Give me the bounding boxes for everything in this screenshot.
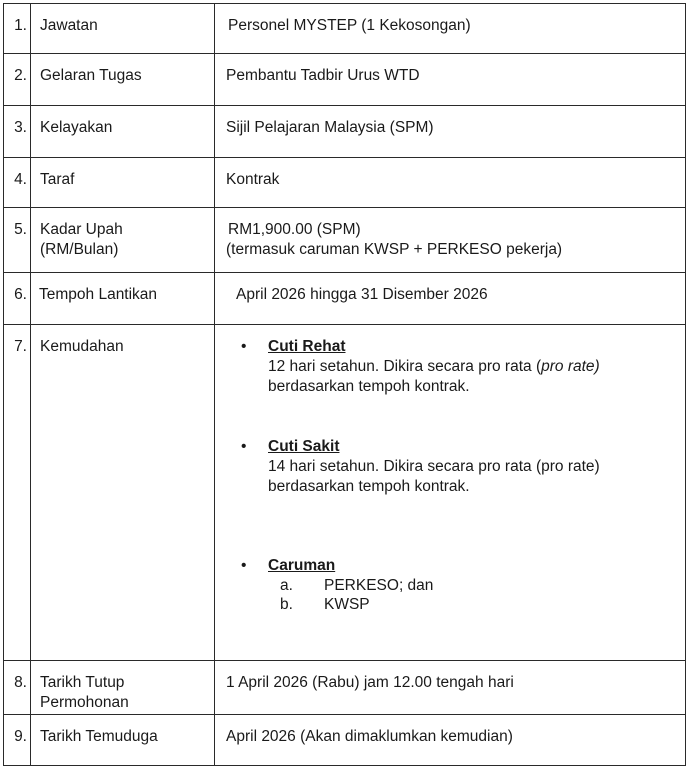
table-row-tarikh-tutup <box>4 661 686 715</box>
row-number: 7. <box>4 325 31 661</box>
salary-amount: RM1,900.00 (SPM) <box>228 221 361 238</box>
salary-note: (termasuk caruman KWSP + PERKESO pekerja) <box>226 241 563 258</box>
benefit-text: berdasarkan tempoh kontrak. <box>268 378 470 395</box>
table-row-jawatan <box>4 4 686 54</box>
benefit-title: Cuti Sakit <box>268 438 340 455</box>
list-item-text: PERKESO; dan <box>324 577 434 594</box>
row-number: 8. <box>4 661 31 715</box>
table-row-tempoh-lantikan <box>4 273 686 325</box>
row-label: Taraf <box>31 158 215 208</box>
row-number: 4. <box>4 158 31 208</box>
row-label <box>31 208 215 273</box>
benefit-text <box>268 357 685 377</box>
benefit-text: berdasarkan tempoh kontrak. <box>268 478 470 495</box>
table-row-kemudahan <box>4 325 686 661</box>
row-value: 1 April 2026 (Rabu) jam 12.00 tengah hari <box>215 661 686 715</box>
row-label: Kemudahan <box>31 325 215 661</box>
benefits-list <box>215 325 686 661</box>
row-label: Gelaran Tugas <box>31 54 215 106</box>
row-value <box>215 208 686 273</box>
bullet-icon: • <box>241 557 247 574</box>
row-value: April 2026 (Akan dimaklumkan kemudian) <box>215 715 686 766</box>
job-info-table <box>3 3 686 766</box>
row-label: Tempoh Lantikan <box>31 273 215 325</box>
row-number: 3. <box>4 106 31 158</box>
row-value: April 2026 hingga 31 Disember 2026 <box>215 273 686 325</box>
benefit-text: 14 hari setahun. Dikira secara pro rata (pro rate) <box>268 458 600 475</box>
label-line: Tarikh Tutup <box>40 674 125 691</box>
benefit-cuti-rehat <box>226 337 685 397</box>
row-number: 9. <box>4 715 31 766</box>
label-line: (RM/Bulan) <box>40 241 119 258</box>
list-marker: a. <box>280 577 293 594</box>
bullet-icon: • <box>241 338 247 355</box>
table-row-gelaran-tugas <box>4 54 686 106</box>
table-row-taraf <box>4 158 686 208</box>
benefit-text-italic: pro rate) <box>541 358 600 375</box>
row-value: Kontrak <box>215 158 686 208</box>
list-item-text: KWSP <box>324 596 370 613</box>
row-number: 6. <box>4 273 31 325</box>
row-label <box>31 661 215 715</box>
row-label: Jawatan <box>31 4 215 54</box>
row-value: Pembantu Tadbir Urus WTD <box>215 54 686 106</box>
label-line: Kadar Upah <box>40 221 123 238</box>
table-row-kelayakan <box>4 106 686 158</box>
row-number: 5. <box>4 208 31 273</box>
row-value: Sijil Pelajaran Malaysia (SPM) <box>215 106 686 158</box>
benefit-title: Caruman <box>268 557 336 574</box>
table-row-tarikh-temuduga <box>4 715 686 766</box>
benefit-title: Cuti Rehat <box>268 338 346 355</box>
row-label: Kelayakan <box>31 106 215 158</box>
benefit-caruman <box>226 556 685 614</box>
benefit-text-part: 12 hari setahun. Dikira secara pro rata ( <box>268 358 542 375</box>
row-number: 2. <box>4 54 31 106</box>
row-value: Personel MYSTEP (1 Kekosongan) <box>215 4 686 54</box>
row-label: Tarikh Temuduga <box>31 715 215 766</box>
list-marker: b. <box>280 596 293 613</box>
caruman-item-kwsp <box>268 595 685 614</box>
bullet-icon: • <box>241 438 247 455</box>
caruman-item-perkeso <box>268 576 685 595</box>
row-number: 1. <box>4 4 31 54</box>
label-line: Permohonan <box>40 694 129 711</box>
table-row-kadar-upah <box>4 208 686 273</box>
benefit-cuti-sakit <box>226 437 685 497</box>
